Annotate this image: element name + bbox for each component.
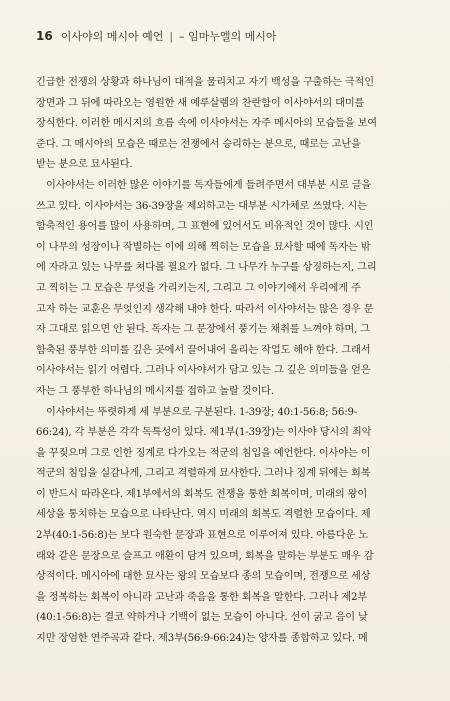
text-line: 적군의 침입을 실감나게, 그리고 격렬하게 묘사한다. 그러나 징계 뒤에는 회복 — [36, 468, 371, 480]
paragraph-2 — [36, 176, 410, 403]
text-line: 을 꾸짖으며 그로 인한 징계로 다가오는 적군의 침입을 예언한다. 이사야는 이 — [36, 447, 371, 459]
text-line: 긴급한 전쟁의 상황과 하나님이 대적을 물리치고 자기 백성을 구출하는 극적인 — [36, 77, 374, 88]
text-line: 이 반드시 따라온다. 제1부에서의 회복도 전쟁을 통한 회복이며, 미래의 왕이 — [36, 488, 368, 500]
text-line: 함축된 풍부한 의미를 깊은 곳에서 끌어내어 올리는 작업도 해야 한다. 그래서 — [36, 344, 371, 356]
text-line: 이사야서는 이러한 많은 이야기를 독자들에게 들려주면서 대부분 시로 글을 — [46, 179, 372, 191]
text-line: 세상을 통치하는 모습으로 나타난다. 역시 미래의 회복도 격렬한 모습이다. 제 — [36, 509, 371, 521]
text-line: 2부(40:1-56:8)는 보다 원숙한 문장과 표현으로 이루어져 있다. 아름다운 노 — [36, 530, 368, 542]
text-line: (40:1-56:8)는 결코 약하거나 기백이 없는 모습이 아니다. 선이 굵고 음이 낮 — [36, 612, 368, 624]
text-line: 지만 장엄한 연주곡과 같다. 제3부(56:9-66:24)는 양자를 종합하고 있다. 메 — [36, 633, 368, 645]
running-header — [36, 28, 410, 44]
header-separator: | — [169, 30, 174, 43]
text-line: 66:24), 각 부분은 각각 독특성이 있다. 제1부(1-39장)는 이사야 당시의 죄악 — [36, 427, 372, 439]
paragraph-3 — [36, 403, 410, 650]
text-line: 받는 분으로 묘사된다. — [36, 159, 133, 171]
text-line: 준다. 그 메시아의 모습은 때로는 전쟁에서 승리하는 분으로, 때로는 고난을 — [36, 138, 361, 150]
book-title: 이사야의 메시아 예언 — [60, 30, 164, 43]
text-line: 이 나무의 성장이나 작별하는 이에 의해 찍히는 모습을 묘사할 때에 독자는 밖 — [36, 241, 371, 253]
chapter-title: – 임마누엘의 메시아 — [179, 30, 277, 43]
text-line: 래와 같은 문장으로 슬프고 애환이 담겨 있으며, 회복을 말하는 부분도 매우 감 — [36, 550, 374, 562]
text-line: 이사야서는 읽기 어렵다. 그러나 이사야서가 담고 있는 그 깊은 의미들을 얻은 — [36, 365, 371, 377]
text-line: 을 정복하는 회복이 아니라 고난과 죽음을 통한 회복을 말한다. 그러나 제2부 — [36, 591, 368, 603]
text-line: 장식한다. 이러한 메시지의 흐름 속에 이사야서는 자주 메시아의 모습들을 보여 — [36, 118, 377, 130]
text-line: 에 자라고 있는 나무를 쳐다볼 필요가 없다. 그 나무가 누구를 상징하는지, 그리 — [36, 262, 377, 274]
page-number: 16 — [36, 29, 53, 43]
text-line: 함축적인 용어를 많이 사용하며, 그 표현에 있어서도 비유적인 것이 많다. 시인 — [36, 221, 374, 233]
text-line: 자 그대로 읽으면 안 된다. 독자는 그 문장에서 풍기는 채취를 느껴야 하며, 그 — [36, 324, 370, 336]
text-line: 이사야서는 뚜렷하게 세 부분으로 구분된다. 1-39장; 40:1-56:8; 56:9- — [46, 406, 358, 418]
text-line: 고 찍히는 그 모습은 무엇을 가리키는지, 그리고 그 이야기에서 우리에게 주 — [36, 282, 361, 294]
text-line: 자는 그 풍부한 하나님의 메시지를 접하고 놀랄 것이다. — [36, 385, 274, 397]
text-line: 상적이다. 메시아에 대한 묘사는 왕의 모습보다 종의 모습이며, 전쟁으로 세상 — [36, 571, 371, 583]
paragraph-1 — [36, 73, 410, 176]
text-line: 장면과 그 뒤에 따라오는 영원한 새 예루살렘의 찬란함이 이사야서의 대미를 — [36, 97, 365, 109]
text-line: 쓰고 있다. 이사야서는 36-39장을 제외하고는 대부분 시가체로 쓰였다. 시는 — [36, 200, 367, 212]
text-line: 고자 하는 교훈은 무엇인지 생각해 내야 한다. 따라서 이사야서는 많은 경우 문 — [36, 303, 374, 315]
body-text — [36, 73, 410, 650]
